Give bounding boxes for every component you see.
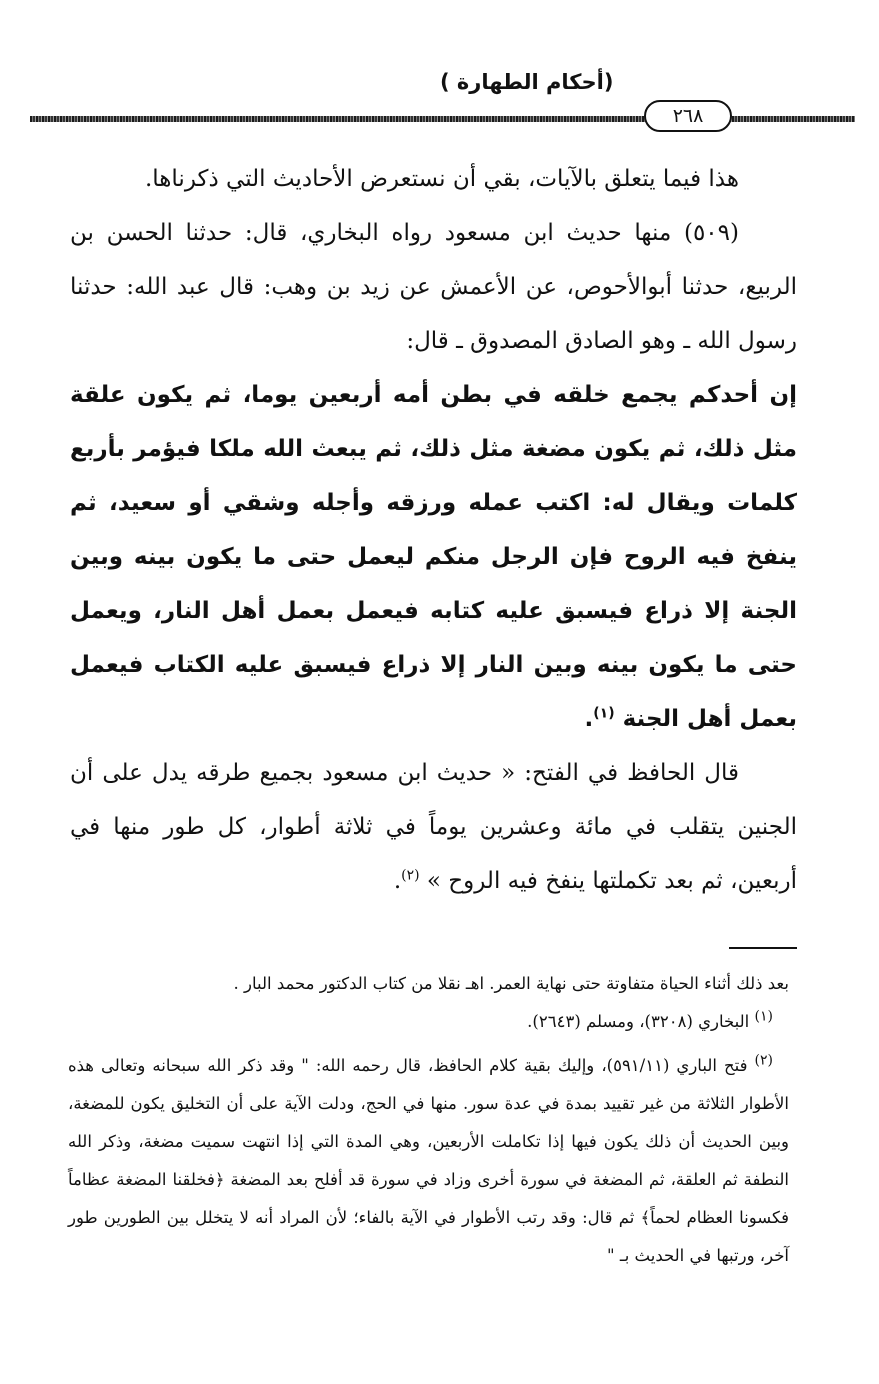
footnote-continuation: بعد ذلك أثناء الحياة متفاوتة حتى نهاية العمر. اهـ نقلا من كتاب الدكتور محمد البار . bbox=[233, 974, 789, 993]
page-number: ٢٦٨ bbox=[672, 105, 704, 127]
isnad-paragraph: (٥٠٩) منها حديث ابن مسعود رواه البخاري، قال: حدثنا الحسن بن الربيع، حدثنا أبوالأحوص، عن الأعمش عن زيد بن وهب: قال عبد الله: حدثنا رسول الله ـ وهو الصادق المصدوق ـ قال: bbox=[70, 220, 797, 354]
hadith-body: إن أحدكم يجمع خلقه في بطن أمه أربعين يوما، ثم يكون علقة مثل ذلك، ثم يكون مضغة مثل ذلك، ثم يبعث الله ملكا فيؤمر بأربع كلمات ويقال له: اكتب عمله ورزقه وأجله وشقي أو سعيد، ثم ينفخ فيه الروح فإن الرجل منكم ليعمل حتى ما يكون بينه وبين الجنة إلا ذراع فيسبق عليه كتابه فيعمل بعمل أهل النار، ويعمل حتى ما يكون بينه وبين النار إلا ذراع فيسبق عليه الكتاب فيعمل بعمل أهل الجنة bbox=[70, 382, 797, 732]
commentary-body: قال الحافظ في الفتح: « حديث ابن مسعود بجميع طرقه يدل على أن الجنين يتقلب في مائة وعشرين يوماً في ثلاثة أطوار، كل طور منها في أربعين، ثم بعد تكملتها ينفخ فيه الروح » bbox=[70, 760, 797, 894]
book-title: (أحكام الطهارة ) bbox=[440, 70, 614, 94]
page-number-badge bbox=[644, 100, 732, 132]
footnote-1-mark: (١) bbox=[754, 1008, 773, 1025]
intro-paragraph: هذا فيما يتعلق بالآيات، بقي أن نستعرض الأحاديث التي ذكرناها. bbox=[144, 166, 739, 192]
footnote-1-text: البخاري (٣٢٠٨)، ومسلم (٢٦٤٣). bbox=[527, 1012, 750, 1031]
hadith-text: إن أحدكم يجمع خلقه في بطن أمه أربعين يوما، ثم يكون علقة مثل ذلك، ثم يكون مضغة مثل ذلك، ثم يبعث الله ملكا فيؤمر بأربع كلمات ويقال له: اكتب عمله ورزقه وأجله وشقي أو سعيد، ثم ينفخ فيه الروح فإن الرجل منكم ليعمل حتى ما يكون بينه وبين الجنة إلا ذراع فيسبق عليه كتابه فيعمل بعمل أهل النار، ويعمل حتى ما يكون بينه وبين النار إلا ذراع فيسبق عليه الكتاب فيعمل بعمل أهل الجنة $^{(١)}$. bbox=[70, 382, 797, 732]
footnote-2 bbox=[68, 1047, 789, 1275]
main-text bbox=[70, 152, 797, 908]
footnote-2-text: فتح الباري (٥٩١/١١)، وإليك بقية كلام الحافظ، قال رحمه الله: " وقد ذكر الله سبحانه وتعالى هذه الأطوار الثلاثة من غير تقييد بمدة في عدة سور. منها في الحج، ودلت الآية على أن التخليق يكون للمضغة، وبين الحديث أن ذلك يكون فيها إذا تكاملت الأربعين، وهي المدة التي إذا انتهت سميت مضغة، وذكر الله النطفة ثم العلقة، ثم المضغة في سورة أخرى وزاد في سورة قد أفلح بعد المضغة ﴿فخلقنا المضغة عظاماً فكسونا العظام لحماً﴾ ثم قال: وقد رتب الأطوار في الآية بالفاء؛ لأن المراد أنه لا يتخلل بين الطورين طور آخر، ورتبها في الحديث بـ " bbox=[68, 1056, 789, 1265]
footnote-2-mark: (٢) bbox=[754, 1052, 773, 1069]
footnote-divider bbox=[729, 947, 797, 949]
footnote-ref-1[interactable]: (١) bbox=[593, 705, 615, 722]
footnote-ref-2[interactable]: (٢) bbox=[401, 867, 420, 884]
footnote-1 bbox=[68, 1003, 789, 1041]
commentary-paragraph: قال الحافظ في الفتح: « حديث ابن مسعود بجميع طرقه يدل على أن الجنين يتقلب في مائة وعشرين يوماً في ثلاثة أطوار، كل طور منها في أربعين، ثم بعد تكملتها ينفخ فيه الروح » $^{(٢)}$. bbox=[70, 760, 797, 894]
footnotes bbox=[68, 965, 789, 1275]
